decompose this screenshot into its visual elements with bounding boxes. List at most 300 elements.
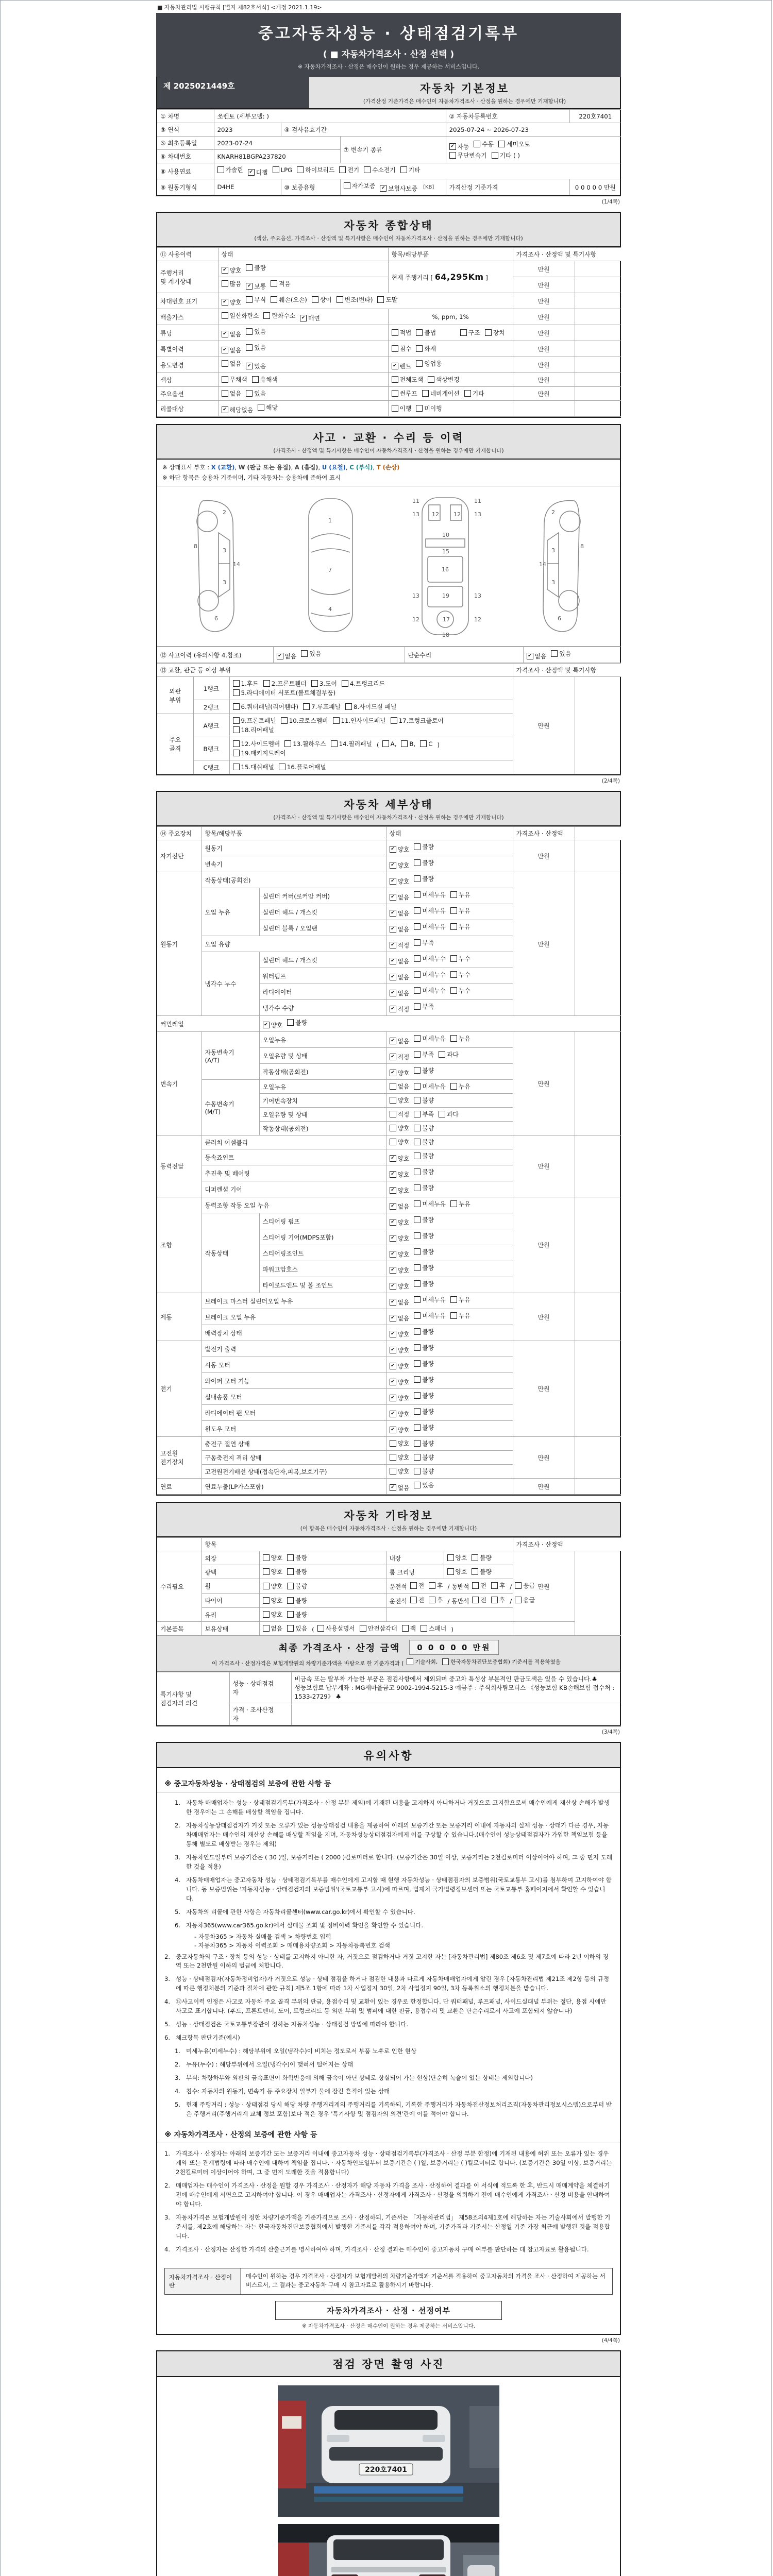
label-cell: ⑥ 차대번호 bbox=[157, 150, 214, 163]
checkbox-unchecked[interactable] bbox=[414, 1295, 446, 1304]
checkbox-unchecked[interactable] bbox=[450, 906, 470, 915]
checkbox-icon bbox=[344, 182, 350, 189]
checkbox-label: 없음 bbox=[271, 1625, 283, 1633]
checkbox-label: 불량 bbox=[422, 1168, 434, 1176]
checkbox-unchecked[interactable] bbox=[301, 649, 321, 658]
checkbox-unchecked[interactable] bbox=[414, 1138, 434, 1146]
checkbox-icon bbox=[450, 987, 457, 994]
checkbox-unchecked[interactable] bbox=[414, 1407, 434, 1416]
checkbox-checked[interactable] bbox=[222, 298, 242, 307]
diagram-label: 6 bbox=[214, 615, 218, 622]
checkbox-unchecked[interactable] bbox=[515, 1596, 535, 1604]
checkbox-checked[interactable] bbox=[390, 1378, 410, 1386]
checkbox-unchecked[interactable] bbox=[287, 1610, 307, 1619]
checkbox-checked[interactable] bbox=[390, 1362, 410, 1370]
checkbox-checked[interactable] bbox=[390, 1410, 410, 1418]
checkbox-unchecked[interactable] bbox=[450, 1199, 470, 1208]
checkbox-unchecked[interactable] bbox=[377, 295, 397, 304]
checkbox-unchecked[interactable] bbox=[263, 1624, 283, 1633]
checkbox-icon: ✔ bbox=[390, 1283, 396, 1290]
checkbox-unchecked[interactable] bbox=[414, 1453, 434, 1462]
checkbox-label: 없음 bbox=[229, 331, 242, 338]
checkbox-unchecked[interactable] bbox=[246, 327, 266, 336]
checkbox-unchecked[interactable] bbox=[233, 725, 274, 734]
checkbox-unchecked[interactable] bbox=[414, 906, 446, 915]
checkbox-unchecked[interactable] bbox=[392, 404, 412, 413]
diagram-label: 13 bbox=[412, 511, 419, 518]
checkbox-icon bbox=[377, 296, 384, 303]
checkbox-unchecked[interactable] bbox=[222, 359, 242, 368]
value-cell bbox=[386, 1032, 513, 1048]
checkbox-icon bbox=[414, 1424, 421, 1431]
checkbox-unchecked[interactable] bbox=[390, 1082, 410, 1091]
value-cell: 변속기 bbox=[201, 856, 386, 872]
checkbox-unchecked[interactable] bbox=[287, 1624, 307, 1633]
checkbox-unchecked[interactable] bbox=[472, 1581, 486, 1590]
checkbox-unchecked[interactable] bbox=[279, 762, 326, 771]
checkbox-unchecked[interactable] bbox=[333, 716, 386, 725]
checkbox-unchecked[interactable] bbox=[271, 295, 307, 304]
price-survey-select-note: ※ 자동차가격조사 · 산정은 매수인이 원하는 경우 제공하는 서비스입니다. bbox=[301, 2323, 476, 2329]
checkbox-label: 기타 ( ) bbox=[499, 151, 520, 159]
checkbox-checked[interactable] bbox=[390, 1186, 410, 1195]
notice-item bbox=[157, 2072, 620, 2085]
checkbox-unchecked[interactable] bbox=[439, 1050, 459, 1059]
checkbox-label: 불량 bbox=[422, 1139, 434, 1146]
checkbox-unchecked[interactable] bbox=[390, 1096, 410, 1105]
checkbox-icon: ✔ bbox=[248, 169, 255, 176]
notices-body bbox=[157, 1768, 620, 2262]
label-cell: 항목/해당부품 bbox=[388, 248, 513, 261]
table-row bbox=[157, 1437, 621, 1451]
checkbox-unchecked[interactable] bbox=[392, 344, 412, 353]
checkbox-unchecked[interactable] bbox=[414, 1151, 434, 1160]
label-cell: ⑬ 교환, 판금 등 이상 부위 bbox=[157, 664, 513, 677]
checkbox-label: 불량 bbox=[422, 1376, 434, 1384]
checkbox-unchecked[interactable] bbox=[414, 1002, 434, 1011]
checkbox-unchecked[interactable] bbox=[416, 344, 436, 353]
page-marker-4: (4/4쪽) bbox=[601, 2337, 620, 2344]
value-cell bbox=[388, 373, 513, 387]
checkbox-unchecked[interactable] bbox=[263, 1582, 283, 1590]
checkbox-unchecked[interactable] bbox=[391, 716, 444, 725]
checkbox-checked[interactable] bbox=[390, 1154, 410, 1163]
checkbox-icon bbox=[233, 740, 240, 747]
checkbox-label: 양호 bbox=[397, 1097, 410, 1105]
checkbox-label: 가솔린 bbox=[225, 166, 243, 174]
checkbox-unchecked[interactable] bbox=[271, 279, 291, 288]
checkbox-unchecked[interactable] bbox=[344, 181, 376, 190]
value-cell bbox=[229, 677, 513, 700]
checkbox-unchecked[interactable] bbox=[382, 740, 397, 748]
checkbox-unchecked[interactable] bbox=[447, 1567, 467, 1576]
checkbox-unchecked[interactable] bbox=[414, 1279, 434, 1288]
checkbox-label: 누유 bbox=[458, 891, 470, 899]
checkbox-unchecked[interactable] bbox=[258, 403, 278, 412]
checkbox-checked[interactable] bbox=[390, 1005, 410, 1013]
checkbox-unchecked[interactable] bbox=[312, 295, 332, 304]
checkbox-unchecked[interactable] bbox=[447, 1553, 467, 1562]
detail-section bbox=[156, 791, 621, 1496]
checkbox-unchecked[interactable] bbox=[416, 328, 436, 337]
table-row bbox=[157, 677, 621, 700]
checkbox-unchecked[interactable] bbox=[429, 1596, 443, 1604]
checkbox-label: 후 bbox=[499, 1582, 506, 1590]
checkbox-unchecked[interactable] bbox=[233, 679, 259, 688]
table-row bbox=[157, 110, 621, 123]
checkbox-unchecked[interactable] bbox=[414, 1263, 434, 1272]
checkbox-unchecked[interactable] bbox=[442, 1658, 561, 1666]
checkbox-unchecked[interactable] bbox=[233, 739, 280, 748]
checkbox-unchecked[interactable] bbox=[414, 1247, 434, 1256]
checkbox-unchecked[interactable] bbox=[414, 1391, 434, 1400]
checkbox-label: 불량 bbox=[422, 843, 434, 851]
checkbox-unchecked[interactable] bbox=[414, 1066, 434, 1075]
checkbox-unchecked[interactable] bbox=[428, 375, 460, 384]
checkbox-unchecked[interactable] bbox=[317, 1624, 355, 1633]
checkbox-unchecked[interactable] bbox=[246, 295, 266, 304]
checkbox-unchecked[interactable] bbox=[414, 1375, 434, 1384]
checkbox-unchecked[interactable] bbox=[414, 938, 434, 947]
checkbox-checked[interactable] bbox=[390, 925, 410, 934]
checkbox-unchecked[interactable] bbox=[492, 151, 520, 160]
checkbox-checked[interactable] bbox=[390, 1218, 410, 1227]
checkbox-unchecked[interactable] bbox=[450, 986, 470, 995]
checkbox-unchecked[interactable] bbox=[402, 1624, 416, 1633]
diagram-label: 13 bbox=[474, 511, 481, 518]
checkbox-unchecked[interactable] bbox=[222, 389, 242, 398]
notice-item-number: 4. bbox=[175, 1876, 181, 1884]
checkbox-checked[interactable] bbox=[390, 1202, 410, 1211]
checkbox-unchecked[interactable] bbox=[331, 739, 372, 748]
checkbox-checked[interactable] bbox=[527, 652, 547, 660]
checkbox-unchecked[interactable] bbox=[414, 890, 446, 899]
checkbox-checked[interactable] bbox=[390, 877, 410, 886]
checkbox-unchecked[interactable] bbox=[390, 1124, 410, 1132]
checkbox-unchecked[interactable] bbox=[414, 1096, 434, 1105]
checkbox-unchecked[interactable] bbox=[474, 140, 494, 148]
checkbox-unchecked[interactable] bbox=[450, 922, 470, 931]
checkbox-icon bbox=[414, 1248, 421, 1255]
checkbox-unchecked[interactable] bbox=[390, 1467, 410, 1476]
checkbox-checked[interactable] bbox=[390, 1394, 410, 1402]
accident-history-table bbox=[157, 647, 620, 663]
checkbox-unchecked[interactable] bbox=[472, 1596, 486, 1604]
checkbox-checked[interactable] bbox=[390, 845, 410, 854]
notice-item-number: 3. bbox=[175, 1853, 181, 1861]
checkbox-unchecked[interactable] bbox=[233, 702, 299, 711]
checkbox-unchecked[interactable] bbox=[297, 165, 334, 174]
checkbox-icon bbox=[390, 1083, 396, 1090]
checkbox-checked[interactable] bbox=[390, 1053, 410, 1061]
checkbox-unchecked[interactable] bbox=[410, 1581, 424, 1590]
checkbox-checked[interactable] bbox=[390, 1330, 410, 1338]
checkbox-unchecked[interactable] bbox=[337, 295, 373, 304]
checkbox-checked[interactable] bbox=[390, 973, 410, 981]
checkbox-unchecked[interactable] bbox=[439, 1110, 459, 1118]
notice-item-text: 자동차 매매업자는 성능 · 상태점검기록부(가격조사 · 산정 부분 제외)에 기재된 내용을 고지하지 아니하거나 거짓으로 고지함으로써 매수인에게 재산상 손해가 발생한 경우에는 그 손해를 배상할 책임을 집니다. bbox=[186, 1799, 610, 1816]
checkbox-checked[interactable] bbox=[246, 362, 266, 370]
checkbox-label: 있음 bbox=[422, 1482, 434, 1489]
checkbox-unchecked[interactable] bbox=[422, 389, 460, 398]
checkbox-unchecked[interactable] bbox=[450, 970, 470, 979]
checkbox-unchecked[interactable] bbox=[450, 890, 470, 899]
checkbox-unchecked[interactable] bbox=[222, 279, 242, 288]
checkbox-checked[interactable] bbox=[390, 861, 410, 870]
checkbox-unchecked[interactable] bbox=[342, 679, 385, 688]
checkbox-checked[interactable] bbox=[390, 957, 410, 965]
checkbox-unchecked[interactable] bbox=[414, 1183, 434, 1192]
checkbox-unchecked[interactable] bbox=[450, 1082, 470, 1091]
checkbox-unchecked[interactable] bbox=[450, 1034, 470, 1043]
checkbox-unchecked[interactable] bbox=[551, 649, 571, 658]
checkbox-label: 1.후드 bbox=[241, 680, 259, 688]
checkbox-icon: ✔ bbox=[390, 878, 396, 885]
checkbox-icon: ✔ bbox=[390, 1395, 396, 1401]
checkbox-checked[interactable] bbox=[390, 1250, 410, 1259]
checkbox-unchecked[interactable] bbox=[450, 1295, 470, 1304]
checkbox-checked[interactable] bbox=[222, 346, 242, 354]
checkbox-checked[interactable] bbox=[392, 362, 412, 370]
checkbox-icon bbox=[414, 1111, 421, 1117]
value-cell: 워터펌프 bbox=[259, 968, 386, 984]
value-cell: 오일누유 bbox=[259, 1080, 386, 1094]
checkbox-unchecked[interactable] bbox=[390, 1110, 410, 1118]
table-row bbox=[157, 1293, 621, 1309]
value-cell bbox=[229, 714, 513, 737]
checkbox-unchecked[interactable] bbox=[287, 1567, 307, 1576]
checkbox-unchecked[interactable] bbox=[414, 1439, 434, 1448]
checkbox-unchecked[interactable] bbox=[414, 874, 434, 883]
checkbox-unchecked[interactable] bbox=[472, 1553, 492, 1562]
checkbox-checked[interactable] bbox=[390, 893, 410, 902]
diagram-label: 18 bbox=[442, 632, 449, 639]
checkbox-unchecked[interactable] bbox=[416, 404, 442, 413]
checkbox-unchecked[interactable] bbox=[410, 1596, 424, 1604]
checkbox-unchecked[interactable] bbox=[407, 1658, 438, 1666]
checkbox-unchecked[interactable] bbox=[414, 1082, 446, 1091]
checkbox-unchecked[interactable] bbox=[414, 954, 446, 963]
checkbox-unchecked[interactable] bbox=[233, 716, 276, 725]
checkbox-unchecked[interactable] bbox=[252, 375, 278, 384]
checkbox-unchecked[interactable] bbox=[414, 922, 446, 931]
checkbox-icon bbox=[450, 907, 457, 914]
checkbox-unchecked[interactable] bbox=[263, 1596, 283, 1605]
checkbox-icon bbox=[284, 740, 291, 747]
checkbox-unchecked[interactable] bbox=[450, 954, 470, 963]
checkbox-checked[interactable] bbox=[246, 282, 266, 291]
checkbox-unchecked[interactable] bbox=[303, 702, 341, 711]
checkbox-unchecked[interactable] bbox=[414, 1050, 434, 1059]
checkbox-checked[interactable] bbox=[390, 1346, 410, 1354]
checkbox-checked[interactable] bbox=[390, 1314, 410, 1323]
checkbox-unchecked[interactable] bbox=[414, 1481, 434, 1489]
checkbox-checked[interactable] bbox=[300, 314, 320, 323]
checkbox-unchecked[interactable] bbox=[450, 1311, 470, 1320]
checkbox-unchecked[interactable] bbox=[390, 1439, 410, 1448]
checkbox-icon bbox=[401, 740, 408, 747]
checkbox-unchecked[interactable] bbox=[491, 1596, 505, 1604]
checkbox-unchecked[interactable] bbox=[345, 702, 396, 711]
checkbox-unchecked[interactable] bbox=[246, 263, 266, 272]
checkbox-icon bbox=[246, 328, 253, 335]
checkbox-checked[interactable] bbox=[449, 142, 469, 151]
checkbox-checked[interactable] bbox=[390, 1483, 410, 1492]
checkbox-unchecked[interactable] bbox=[392, 375, 424, 384]
checkbox-icon: ✔ bbox=[390, 1379, 396, 1385]
checkbox-unchecked[interactable] bbox=[233, 762, 274, 771]
notice-item-text: 체크항목 판단기준(예시) bbox=[176, 2034, 240, 2042]
checkbox-icon bbox=[414, 1440, 421, 1447]
checkbox-unchecked[interactable] bbox=[401, 740, 415, 748]
checkbox-label: C bbox=[428, 740, 433, 748]
checkbox-unchecked[interactable] bbox=[449, 151, 487, 160]
checkbox-label: 누수 bbox=[458, 987, 470, 995]
checkbox-unchecked[interactable] bbox=[460, 328, 480, 337]
checkbox-unchecked[interactable] bbox=[414, 1311, 446, 1320]
checkbox-checked[interactable] bbox=[248, 168, 268, 177]
notice-item bbox=[157, 2045, 620, 2058]
checkbox-label: 미이행 bbox=[424, 405, 442, 412]
checkbox-unchecked[interactable] bbox=[284, 739, 326, 748]
page-marker-2: (2/4쪽) bbox=[601, 778, 620, 785]
checkbox-unchecked[interactable] bbox=[414, 1343, 434, 1352]
checkbox-unchecked[interactable] bbox=[246, 343, 266, 352]
checkbox-checked[interactable] bbox=[277, 652, 297, 660]
checkbox-unchecked[interactable] bbox=[485, 328, 505, 337]
checkbox-unchecked[interactable] bbox=[222, 375, 247, 384]
checkbox-unchecked[interactable] bbox=[464, 389, 484, 398]
checkbox-unchecked[interactable] bbox=[392, 328, 412, 337]
checkbox-icon bbox=[450, 1312, 457, 1319]
checkbox-unchecked[interactable] bbox=[281, 716, 328, 725]
price-survey-select-box[interactable]: 자동차가격조사 · 산정 · 선정여부 bbox=[275, 2301, 502, 2320]
checkbox-icon bbox=[364, 166, 371, 173]
checkbox-icon bbox=[414, 1454, 421, 1461]
checkbox-unchecked[interactable] bbox=[414, 1199, 446, 1208]
checkbox-checked[interactable] bbox=[390, 1426, 410, 1434]
checkbox-unchecked[interactable] bbox=[420, 740, 432, 748]
checkbox-checked[interactable] bbox=[390, 1170, 410, 1179]
checkbox-unchecked[interactable] bbox=[414, 1327, 434, 1336]
checkbox-unchecked[interactable] bbox=[360, 1624, 397, 1633]
checkbox-unchecked[interactable] bbox=[400, 165, 421, 174]
checkbox-unchecked[interactable] bbox=[339, 165, 359, 174]
checkbox-unchecked[interactable] bbox=[491, 1581, 505, 1590]
checkbox-unchecked[interactable] bbox=[263, 1567, 283, 1576]
checkbox-unchecked[interactable] bbox=[263, 311, 295, 320]
checkbox-unchecked[interactable] bbox=[421, 1624, 446, 1633]
checkbox-icon bbox=[492, 152, 498, 159]
checkbox-unchecked[interactable] bbox=[429, 1581, 443, 1590]
checkbox-unchecked[interactable] bbox=[414, 970, 446, 979]
checkbox-unchecked[interactable] bbox=[287, 1582, 307, 1590]
value-cell bbox=[386, 1373, 513, 1389]
checkbox-checked[interactable] bbox=[222, 405, 254, 414]
checkbox-label: 양호 bbox=[397, 1347, 410, 1354]
checkbox-checked[interactable] bbox=[390, 989, 410, 997]
checkbox-unchecked[interactable] bbox=[515, 1581, 535, 1590]
checkbox-unchecked[interactable] bbox=[263, 1553, 283, 1562]
checkbox-unchecked[interactable] bbox=[472, 1567, 492, 1576]
notice-item-number: 4. bbox=[164, 1998, 171, 2006]
checkbox-unchecked[interactable] bbox=[233, 749, 286, 757]
checkbox-checked[interactable] bbox=[390, 909, 410, 918]
checkbox-unchecked[interactable] bbox=[311, 679, 337, 688]
checkbox-unchecked[interactable] bbox=[414, 986, 446, 995]
checkbox-unchecked[interactable] bbox=[414, 1124, 434, 1132]
checkbox-unchecked[interactable] bbox=[246, 389, 266, 398]
checkbox-unchecked[interactable] bbox=[233, 688, 336, 697]
checkbox-icon bbox=[414, 1264, 421, 1271]
checkbox-unchecked[interactable] bbox=[217, 165, 243, 174]
checkbox-icon: ✔ bbox=[449, 143, 456, 150]
checkbox-icon bbox=[273, 166, 279, 173]
value-cell: A랭크 bbox=[193, 714, 229, 737]
checkbox-checked[interactable] bbox=[390, 1282, 410, 1291]
checkbox-checked[interactable] bbox=[222, 330, 242, 338]
checkbox-unchecked[interactable] bbox=[414, 1467, 434, 1476]
checkbox-unchecked[interactable] bbox=[414, 1167, 434, 1176]
checkbox-icon: ✔ bbox=[390, 1203, 396, 1210]
checkbox-checked[interactable] bbox=[390, 1069, 410, 1077]
checkbox-unchecked[interactable] bbox=[287, 1596, 307, 1605]
checkbox-checked[interactable] bbox=[263, 1021, 283, 1029]
value-cell: 외판 부위 bbox=[157, 677, 193, 714]
checkbox-unchecked[interactable] bbox=[390, 1138, 410, 1146]
checkbox-unchecked[interactable] bbox=[287, 1018, 307, 1027]
checkbox-label: 양호 bbox=[271, 1611, 283, 1619]
checkbox-unchecked[interactable] bbox=[263, 1610, 283, 1619]
checkbox-unchecked[interactable] bbox=[414, 1034, 446, 1043]
checkbox-label: 장치 bbox=[493, 329, 505, 336]
value-cell: 외장 bbox=[201, 1551, 259, 1565]
checkbox-unchecked[interactable] bbox=[498, 140, 530, 148]
value-cell bbox=[259, 1551, 386, 1565]
checkbox-unchecked[interactable] bbox=[414, 858, 434, 867]
checkbox-unchecked[interactable] bbox=[222, 311, 259, 320]
checkbox-unchecked[interactable] bbox=[364, 165, 396, 174]
checkbox-checked[interactable] bbox=[222, 266, 242, 275]
checkbox-checked[interactable] bbox=[380, 184, 417, 193]
checkbox-label: 미세누수 bbox=[422, 971, 446, 979]
checkbox-icon bbox=[422, 390, 429, 397]
checkbox-label: 12.사이드멤버 bbox=[241, 740, 280, 748]
checkbox-unchecked[interactable] bbox=[287, 1553, 307, 1562]
checkbox-unchecked[interactable] bbox=[273, 166, 293, 174]
checkbox-unchecked[interactable] bbox=[263, 679, 307, 688]
value-cell: 룸 크리닝 bbox=[386, 1565, 444, 1579]
checkbox-checked[interactable] bbox=[390, 941, 410, 950]
table-row bbox=[157, 647, 621, 663]
checkbox-label: 누유 bbox=[458, 907, 470, 915]
checkbox-unchecked[interactable] bbox=[390, 1453, 410, 1462]
checkbox-checked[interactable] bbox=[390, 1234, 410, 1243]
checkbox-unchecked[interactable] bbox=[414, 1110, 434, 1118]
checkbox-unchecked[interactable] bbox=[414, 842, 434, 851]
value-cell bbox=[386, 1048, 513, 1064]
checkbox-checked[interactable] bbox=[390, 1298, 410, 1307]
checkbox-unchecked[interactable] bbox=[414, 1359, 434, 1368]
checkbox-unchecked[interactable] bbox=[392, 389, 417, 398]
checkbox-unchecked[interactable] bbox=[414, 1231, 434, 1240]
notice-item bbox=[157, 1919, 620, 1933]
checkbox-unchecked[interactable] bbox=[414, 1215, 434, 1224]
checkbox-unchecked[interactable] bbox=[416, 359, 442, 368]
checkbox-checked[interactable] bbox=[390, 1266, 410, 1275]
checkbox-unchecked[interactable] bbox=[414, 1423, 434, 1432]
checkbox-checked[interactable] bbox=[390, 1037, 410, 1045]
